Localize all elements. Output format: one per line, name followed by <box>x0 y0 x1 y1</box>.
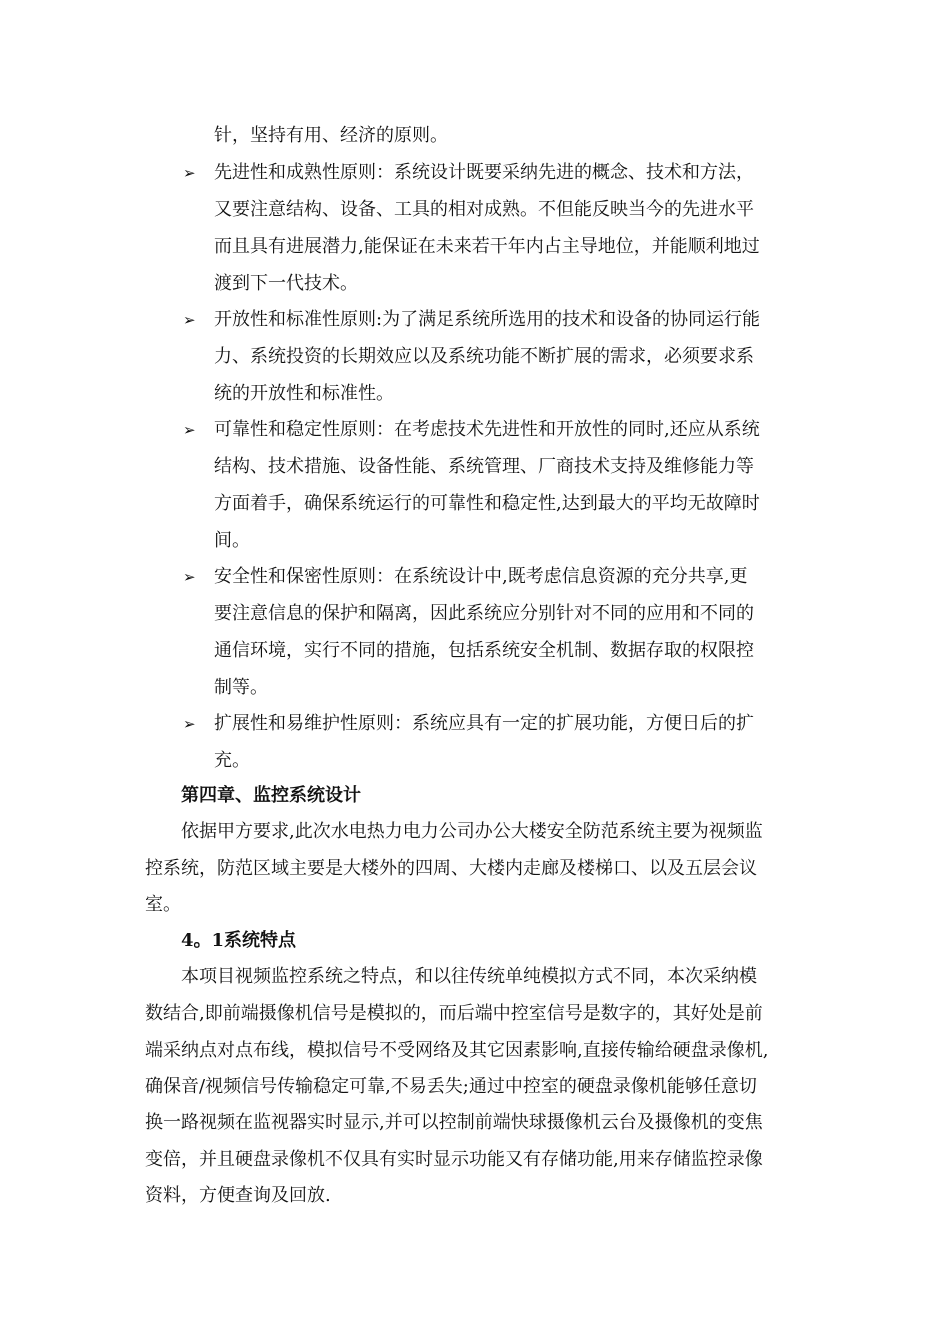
section-heading: 4。1系统特点 <box>181 930 297 951</box>
section-paragraph-line-3: 端采纳点对点布线，模拟信号不受网络及其它因素影响,直接传输给硬盘录像机, <box>145 1040 769 1061</box>
principle-2-line-2: 力、系统投资的长期效应以及系统功能不断扩展的需求，必须要求系 <box>214 346 754 367</box>
principle-1-line-2: 又要注意结构、设备、工具的相对成熟。不但能反映当今的先进水平 <box>214 199 754 220</box>
chapter-paragraph-line-1: 依据甲方要求,此次水电热力电力公司办公大楼安全防范系统主要为视频监 <box>181 821 763 842</box>
bullet-arrow-icon: ➢ <box>183 421 196 439</box>
principle-5-line-1: 扩展性和易维护性原则：系统应具有一定的扩展功能，方便日后的扩 <box>214 713 754 734</box>
principle-4-line-1: 安全性和保密性原则：在系统设计中,既考虑信息资源的充分共享,更 <box>214 566 748 587</box>
bullet-arrow-icon: ➢ <box>183 311 196 329</box>
chapter-paragraph-line-3: 室。 <box>145 894 181 915</box>
intro-fragment: 针，坚持有用、经济的原则。 <box>214 125 448 146</box>
chapter-heading: 第四章、监控系统设计 <box>181 785 361 806</box>
principle-3-line-1: 可靠性和稳定性原则：在考虑技术先进性和开放性的同时,还应从系统 <box>214 419 760 440</box>
section-paragraph-line-7: 资料，方便查询及回放. <box>145 1185 331 1206</box>
section-paragraph-line-2: 数结合,即前端摄像机信号是模拟的，而后端中控室信号是数字的，其好处是前 <box>145 1003 763 1024</box>
principle-2-line-1: 开放性和标准性原则:为了满足系统所选用的技术和设备的协同运行能 <box>214 309 761 330</box>
principle-4-line-3: 通信环境，实行不同的措施，包括系统安全机制、数据存取的权限控 <box>214 640 754 661</box>
principle-3-line-3: 方面着手，确保系统运行的可靠性和稳定性,达到最大的平均无故障时 <box>214 493 760 514</box>
principle-4-line-2: 要注意信息的保护和隔离，因此系统应分别针对不同的应用和不同的 <box>214 603 754 624</box>
principle-5-line-2: 充。 <box>214 750 250 771</box>
section-paragraph-line-6: 变倍，并且硬盘录像机不仅具有实时显示功能又有存储功能,用来存储监控录像 <box>145 1149 763 1170</box>
section-paragraph-line-1: 本项目视频监控系统之特点，和以往传统单纯模拟方式不同，本次采纳模 <box>181 966 757 987</box>
principle-2-line-3: 统的开放性和标准性。 <box>214 383 394 404</box>
principle-3-line-2: 结构、技术措施、设备性能、系统管理、厂商技术支持及维修能力等 <box>214 456 754 477</box>
principle-4-line-4: 制等。 <box>214 677 268 698</box>
principle-3-line-4: 间。 <box>214 530 250 551</box>
section-paragraph-line-5: 换一路视频在监视器实时显示,并可以控制前端快球摄像机云台及摄像机的变焦 <box>145 1112 763 1133</box>
principle-1-line-4: 渡到下一代技术。 <box>214 273 358 294</box>
bullet-arrow-icon: ➢ <box>183 164 196 182</box>
chapter-paragraph-line-2: 控系统，防范区域主要是大楼外的四周、大楼内走廊及楼梯口、以及五层会议 <box>145 858 757 879</box>
bullet-arrow-icon: ➢ <box>183 715 196 733</box>
principle-1-line-3: 而且具有进展潜力,能保证在未来若干年内占主导地位，并能顺利地过 <box>214 236 760 257</box>
principle-1-line-1: 先进性和成熟性原则：系统设计既要采纳先进的概念、技术和方法， <box>214 162 754 183</box>
bullet-arrow-icon: ➢ <box>183 568 196 586</box>
section-paragraph-line-4: 确保音/视频信号传输稳定可靠,不易丢失;通过中控室的硬盘录像机能够任意切 <box>145 1076 757 1097</box>
